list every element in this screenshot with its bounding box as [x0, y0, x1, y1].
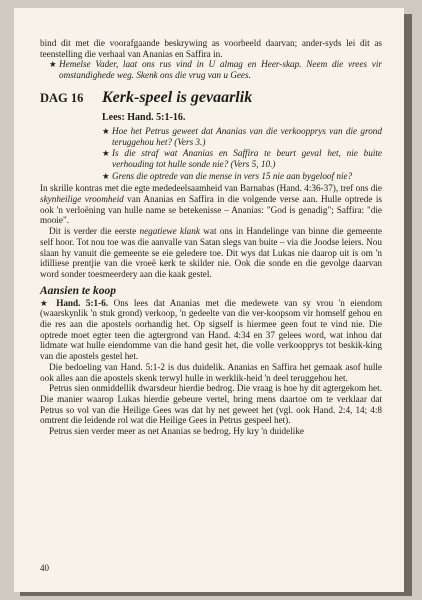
- star-icon: ★: [102, 125, 110, 136]
- text-run: Dit is verder die eerste: [49, 226, 140, 237]
- body-paragraph: Petrus sien verder meer as net Ananias se bedrog. Hy kry 'n duidelike: [49, 426, 305, 437]
- question-text: Is die straf wat Ananias en Saffira te beurt geval het, nie buite verhouding tot hulle sonde nie? (Vers 5, 10.): [112, 148, 382, 169]
- scripture-reference: Hand. 5:1-6.: [56, 297, 109, 308]
- question-item: [102, 148, 382, 169]
- prayer-line: [40, 59, 382, 80]
- star-icon: ★: [102, 148, 110, 159]
- intro-paragraph: bind dit met die voorafgaande beskrywing as voorbeeld daarvan; ander-syds lei dit as teenstelling die verhaal van Ananias en Saffira in.: [40, 38, 382, 59]
- question-item: [102, 171, 382, 182]
- text-run: wat ons in Handelinge van binne die gemeente self hoor. Tot nou toe was die aanvalle van Satan slegs van buite – via die Joodse leiers. Nou slaan hy vanuit die gemeente se eie geledere toe. Dit wys dat Lukas nie daarop uit is om 'n idilliese prentjie van die vroeë kerk te skilder nie. Ook die sonde en die gevolge daarvan word sonder toesmeerdery aan die kaak gestel.: [40, 226, 382, 279]
- text-run: van Ananias en Saffira in die volgende verse aan. Hulle optrede is ook 'n verloëning van hulle name se betekenisse – Ananias: "God is genadig"; Saffira: "die mooie".: [40, 194, 383, 226]
- page-number: 40: [40, 563, 49, 573]
- text-run: In skrille kontras met die egte mededeelsaamheid van Barnabas (Hand. 4:36-37), tref ons die: [40, 183, 382, 194]
- reading-reference: Lees: Hand. 5:1-16.: [102, 111, 186, 123]
- devotion-header: [40, 89, 382, 107]
- body-paragraph: Petrus sien onmiddellik dwarsdeur hierdie bedrog. Die vraag is hoe hy dit agtergekom het. Die manier waarop Lukas hierdie gebeure vertel, bring mens daartoe om te verklaar dat Petrus so vol van die Heilige Gees was dat hy net geweet het (vgl. ook Hand. 2:4, 14; 4:8 omtrent die leidende rol wat die Heilige Gees in Petrus gespeel het).: [40, 383, 382, 426]
- star-icon: ★: [49, 59, 57, 70]
- question-item: [102, 126, 382, 147]
- star-icon: ★: [40, 297, 57, 308]
- body-paragraph: Die bedoeling van Hand. 5:1-2 is dus duidelik. Ananias en Saffira het gemaak asof hulle ook alles aan die apostels skenk terwyl hulle in werklik-heid 'n deel teruggehou het.: [40, 361, 382, 383]
- day-label: DAG 16: [40, 90, 84, 105]
- star-icon: ★: [102, 170, 110, 181]
- text-run: Ons lees dat Ananias met die medewete van sy vrou 'n eiendom (waarskynlik 'n stuk grond) verkoop, 'n gedeelte van die ver-koopsom vir homself gehou en die res aan die apostels oorhandig het. Op sigself is hiermee geen fout te vind nie. Die optrede moet egter teen die agtergrond van Hand. 4:34 en 37 gelees word, wat inhou dat lidmate wat hulle eiendomme van die hand gesit het, die volle verkoopprys tot beskik-king van die apostels gestel het.: [40, 297, 382, 362]
- body-paragraph: [40, 298, 382, 362]
- prayer-text: Hemelse Vader, laat ons rus vind in U almag en Heer-skap. Neem die vrees vir omstandighede weg. Skenk ons die vrug van u Gees.: [59, 59, 382, 81]
- body-paragraph: [40, 226, 382, 280]
- emphasis-text: skynheilige vroomheid: [40, 194, 124, 205]
- question-text: Hoe het Petrus geweet dat Ananias van die verkoopprys van die grond teruggehou het? (Vers 3.): [112, 125, 382, 147]
- emphasis-text: negatiewe klank: [139, 226, 200, 237]
- body-paragraph: [40, 183, 382, 226]
- question-text: Grens die optrede van die mense in vers 15 nie aan bygeloof nie?: [112, 170, 353, 181]
- question-list: [40, 126, 382, 182]
- book-page: [14, 8, 404, 592]
- section-heading: Aansien te koop: [40, 284, 117, 297]
- devotion-title: Kerk-speel is gevaarlik: [102, 88, 253, 106]
